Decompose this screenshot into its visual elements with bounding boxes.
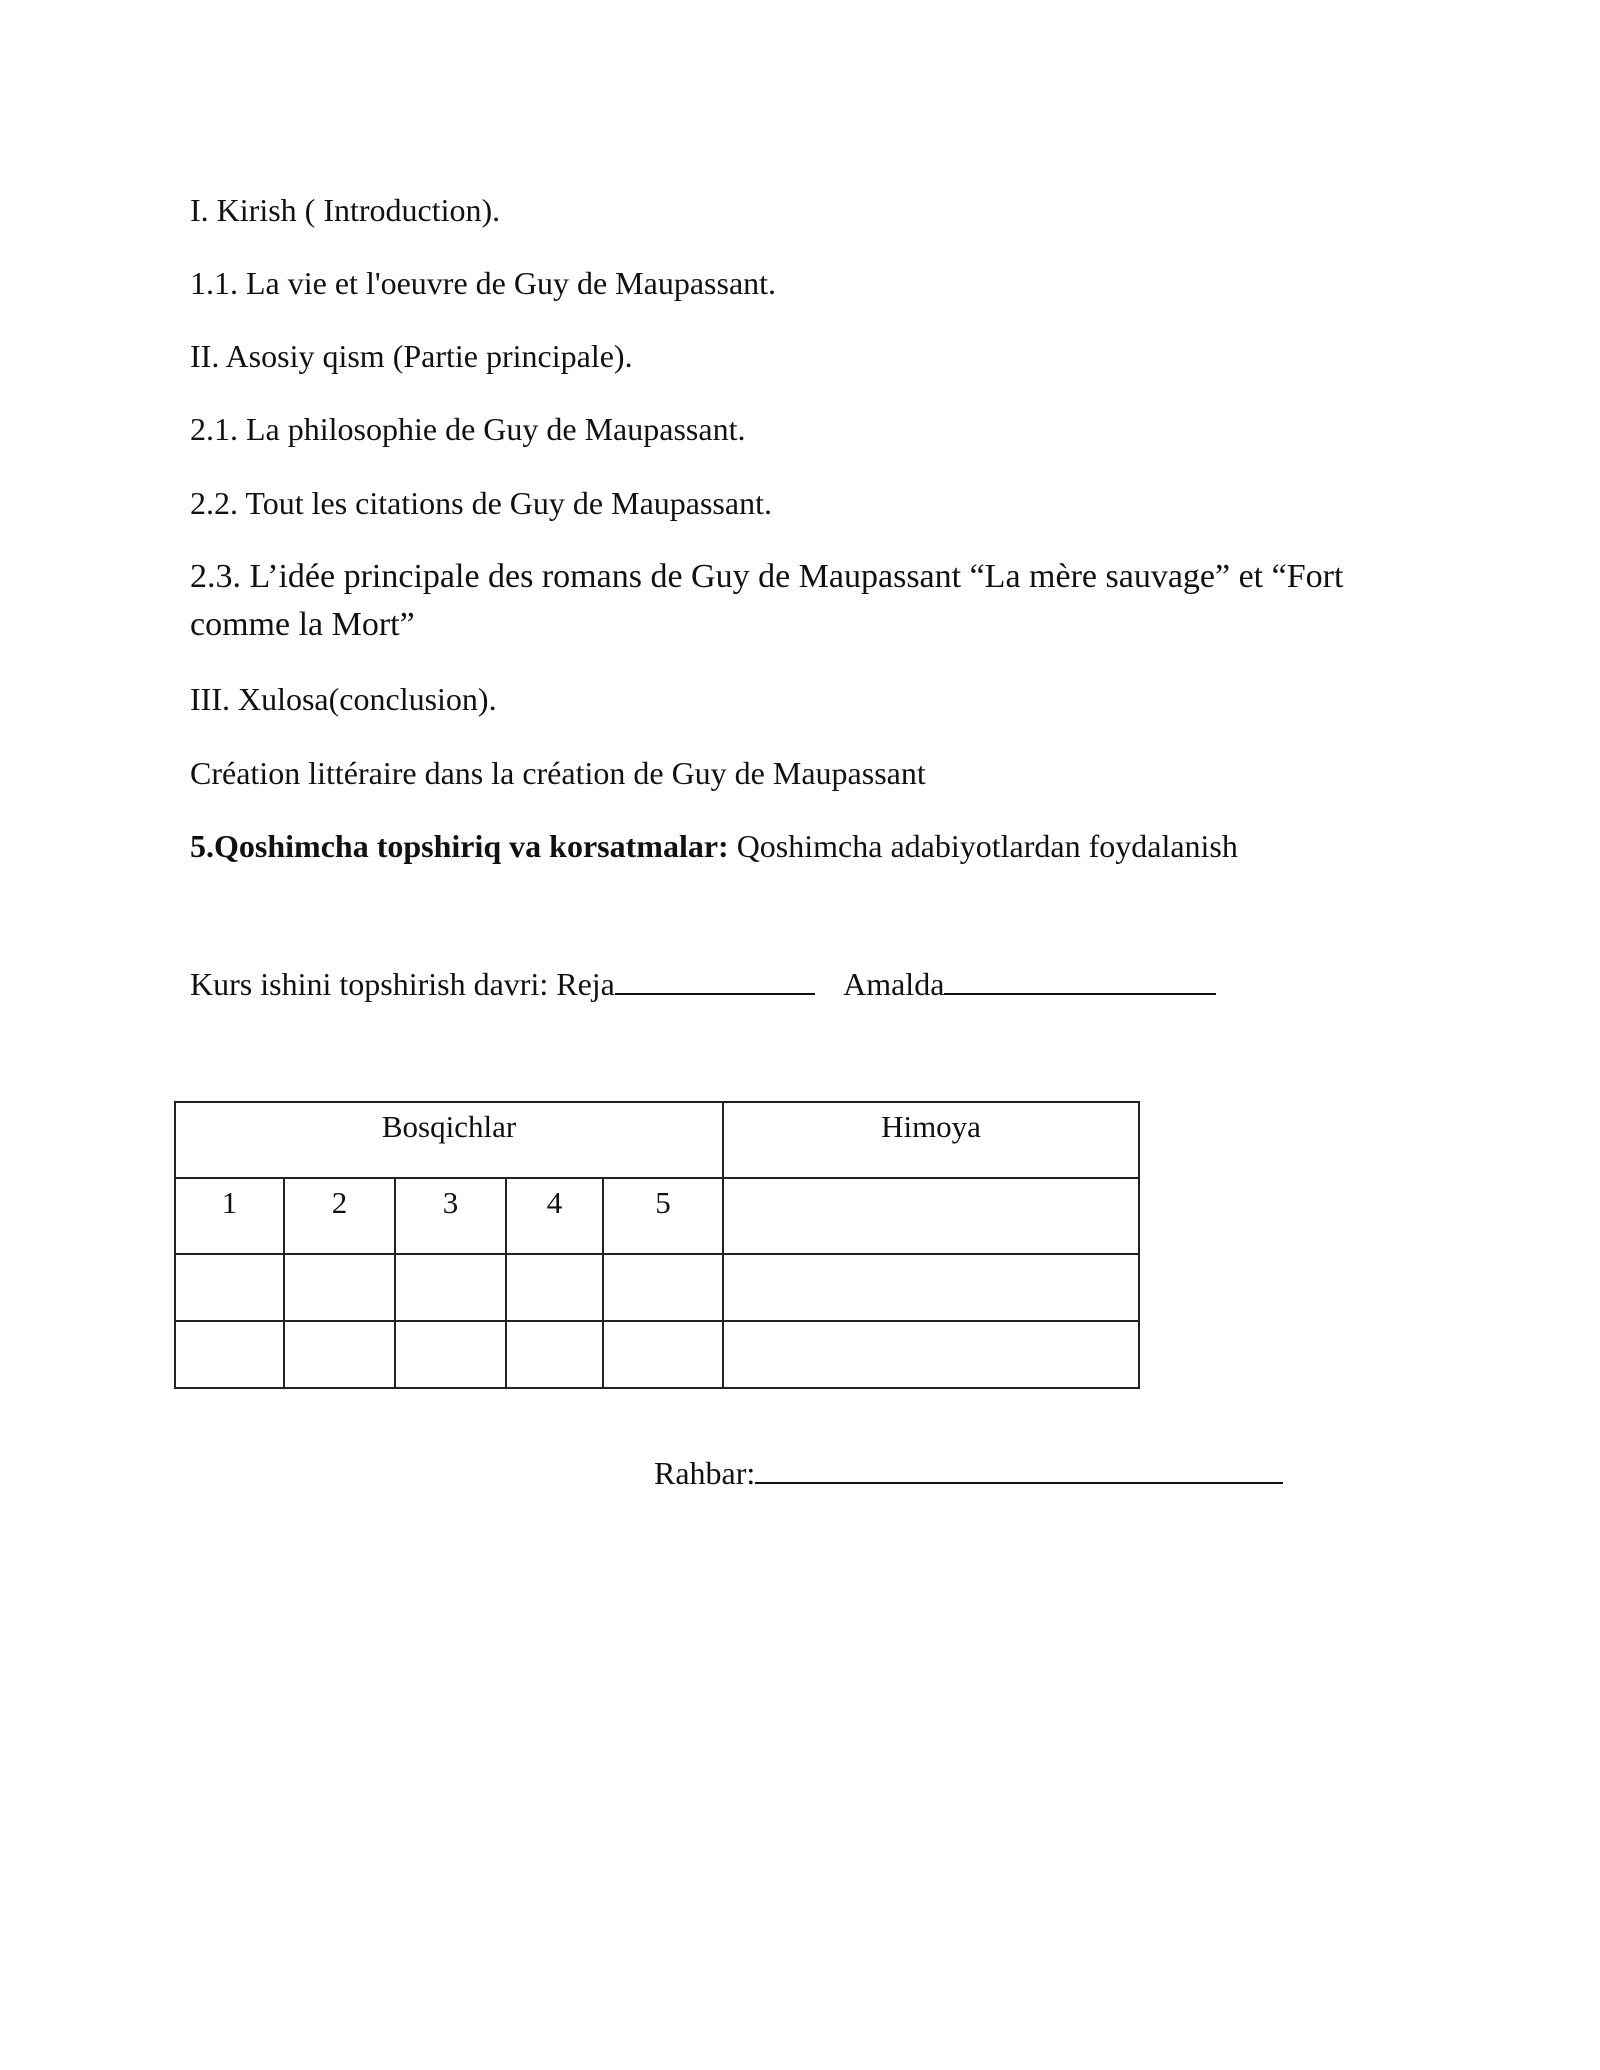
additional-task-label: 5.Qoshimcha topshiriq va korsatmalar:	[190, 828, 729, 864]
plan-blank-field[interactable]	[615, 963, 815, 995]
empty-cell	[175, 1254, 284, 1321]
stage-number-cell: 5	[603, 1178, 723, 1254]
stages-header: Bosqichlar	[175, 1102, 723, 1178]
stages-table	[174, 1101, 1140, 1389]
defense-header: Himoya	[723, 1102, 1139, 1178]
creation-line: Création littéraire dans la création de Guy de Maupassant	[190, 755, 926, 791]
additional-task-text: Qoshimcha adabiyotlardan foydalanish	[728, 828, 1238, 864]
supervisor-blank-field[interactable]	[755, 1452, 1283, 1484]
empty-cell	[723, 1254, 1139, 1321]
supervisor-signature-line	[654, 1449, 1283, 1497]
actual-blank-field[interactable]	[944, 963, 1216, 995]
supervisor-label: Rahbar:	[654, 1455, 756, 1491]
stage-number-cell: 1	[175, 1178, 284, 1254]
outline-item-introduction: I. Kirish ( Introduction).	[190, 192, 501, 228]
outline-item-2-2: 2.2. Tout les citations de Guy de Maupassant.	[190, 485, 772, 521]
submission-plan-label: Kurs ishini topshirish davri: Reja	[190, 966, 615, 1002]
outline-item-1-1: 1.1. La vie et l'oeuvre de Guy de Maupassant.	[190, 265, 777, 301]
defense-cell	[723, 1178, 1139, 1254]
stage-number-cell: 2	[284, 1178, 395, 1254]
submission-actual-label: Amalda	[843, 966, 945, 1002]
outline-item-conclusion: III. Xulosa(conclusion).	[190, 681, 497, 717]
submission-period-line	[190, 960, 1216, 1008]
outline-item-main-part: II. Asosiy qism (Partie principale).	[190, 338, 633, 374]
empty-cell	[723, 1321, 1139, 1388]
empty-cell	[395, 1254, 506, 1321]
additional-task-line	[190, 822, 1238, 870]
outline-item-2-1: 2.1. La philosophie de Guy de Maupassant.	[190, 411, 746, 447]
empty-cell	[395, 1321, 506, 1388]
empty-cell	[175, 1321, 284, 1388]
outline-item-2-3: 2.3. L’idée principale des romans de Guy de Maupassant “La mère sauvage” et “Fort comme la Mort”	[190, 558, 1344, 643]
stage-number-cell: 3	[395, 1178, 506, 1254]
empty-cell	[603, 1321, 723, 1388]
empty-cell	[284, 1254, 395, 1321]
empty-cell	[603, 1254, 723, 1321]
stage-number-cell: 4	[506, 1178, 603, 1254]
empty-cell	[284, 1321, 395, 1388]
empty-cell	[506, 1254, 603, 1321]
empty-cell	[506, 1321, 603, 1388]
